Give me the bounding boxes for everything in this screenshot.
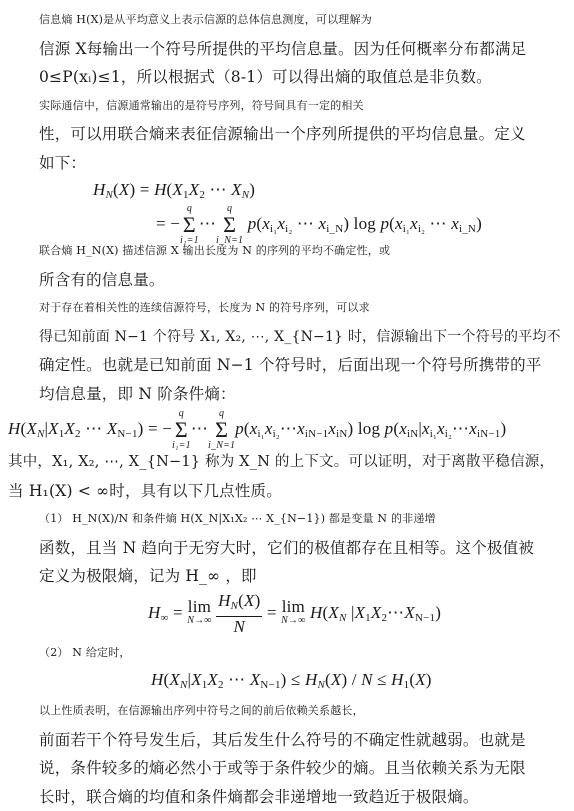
sum-operator: q Σ i₁=1 bbox=[180, 203, 199, 246]
limit-operator: lim N→∞ bbox=[187, 596, 212, 626]
fraction: $\frac{H_N(X)}{N}$ bbox=[218, 590, 261, 636]
paragraph-joint-entropy-meaning: 联合熵 H_N(X) 描述信源 X 输出长度为 N 的序列的平均不确定性，或 所含有的信息量。 bbox=[39, 244, 391, 289]
equation-limit-entropy: $H_\infty = \lim$ N→∞ $\frac{H_N(X)}{N}$ = lim N→∞ $H(X_N$ $|X_1X_2\cdots X_{N-1}$) bbox=[148, 590, 442, 636]
sum-operator: q Σ i_N=1 bbox=[216, 203, 244, 246]
sum-operator: q Σ i₁=1 bbox=[172, 408, 191, 451]
paragraph-entropy-definition: 信息熵 H(X)是从平均意义上表示信源的总体信息测度，可以理解为 信源 X每输出一个符号所提供的平均信息量。因为任何概率分布都满足 0≤P(xᵢ)≤1，所以根据式（8-1）可以得出熵的取值总是非负数。 bbox=[39, 13, 527, 86]
paragraph-conditional-entropy-intro: 对于存在着相关性的连续信源符号，长度为 N 的符号序列，可以求 得已知前面 N−1 个符号 X₁, X₂, ⋯, X_{N−1} 时，信源输出下一个符号的平均不 确定性。也就是已知前面 N−1 个符号时，后面出现一个符号所携带的平 均信息量，即 N 阶条件熵： bbox=[39, 301, 561, 403]
paragraph-joint-entropy-intro: 实际通信中，信源通常输出的是符号序列，符号间具有一定的相关 性，可以用联合熵来表征信源输出一个序列所提供的平均信息量。定义 如下： bbox=[39, 98, 526, 172]
paragraph-context-properties: 其中，X₁, X₂, ⋯, X_{N−1} 称为 X_N 的上下文。可以证明，对于离散平稳信源， 当 H₁(X) < ∞时，具有以下几点性质。 bbox=[8, 454, 555, 500]
paragraph-conclusion: 以上性质表明，在信源输出序列中符号之间的前后依赖关系越长， 前面若干个符号发生后，其后发生什么符号的不确定性就越弱。也就是 说，条件较多的熵必然小于或等于条件较少的熵。且当依赖关系为无限 长时，联合熵的均值和条件熵都会非递增地一致趋近于极限熵。 bbox=[39, 704, 526, 806]
equation-joint-entropy bbox=[8, 177, 560, 246]
equation-inequality: $H(X_N|X_1X_2$ ⋯ $X_{N-1}) \le H_N(X) / N \le H_1(X)$ bbox=[151, 670, 432, 691]
paragraph-property-2: （2） N 给定时， bbox=[39, 645, 131, 659]
equation-line-1: $H_N(X) = H(X_1X_2$ ⋯ $X_N$) bbox=[93, 180, 256, 201]
sum-operator: q Σ i_N=1 bbox=[208, 408, 236, 451]
equation-conditional-entropy: $H(X_N|X_1X_2$ ⋯ $X_{N-1}$) = − q Σ i₁=1 ⋯ q Σ i_N=1 $p(x_{i_1}x_{i_2}\cdots x_{iN-1}x_{iN})$ $\log p(x_{iN}|x_{i_1}x_{i_2}\cdots x_{iN-1})$ bbox=[8, 408, 507, 451]
paragraph-property-1: （1） H_N(X)/N 和条件熵 H(X_N|X₁X₂ ⋯ X_{N−1}) 都是变量 N 的非递增 函数，且当 N 趋向于无穷大时，它们的极值都存在且相等。这个极值被 定义为极限熵，记为 H_∞ ，即 bbox=[39, 512, 535, 585]
equation-line-2: = − q Σ i₁=1 ⋯ q Σ i_N=1 $p(x_{i_1}x_{i_2}$ ⋯ $x_{i\_N}$) $\log p(x_{i_1}x_{i_2}$ ⋯ $x_{i\_N}$) bbox=[156, 203, 482, 246]
limit-operator: lim N→∞ bbox=[281, 596, 306, 626]
